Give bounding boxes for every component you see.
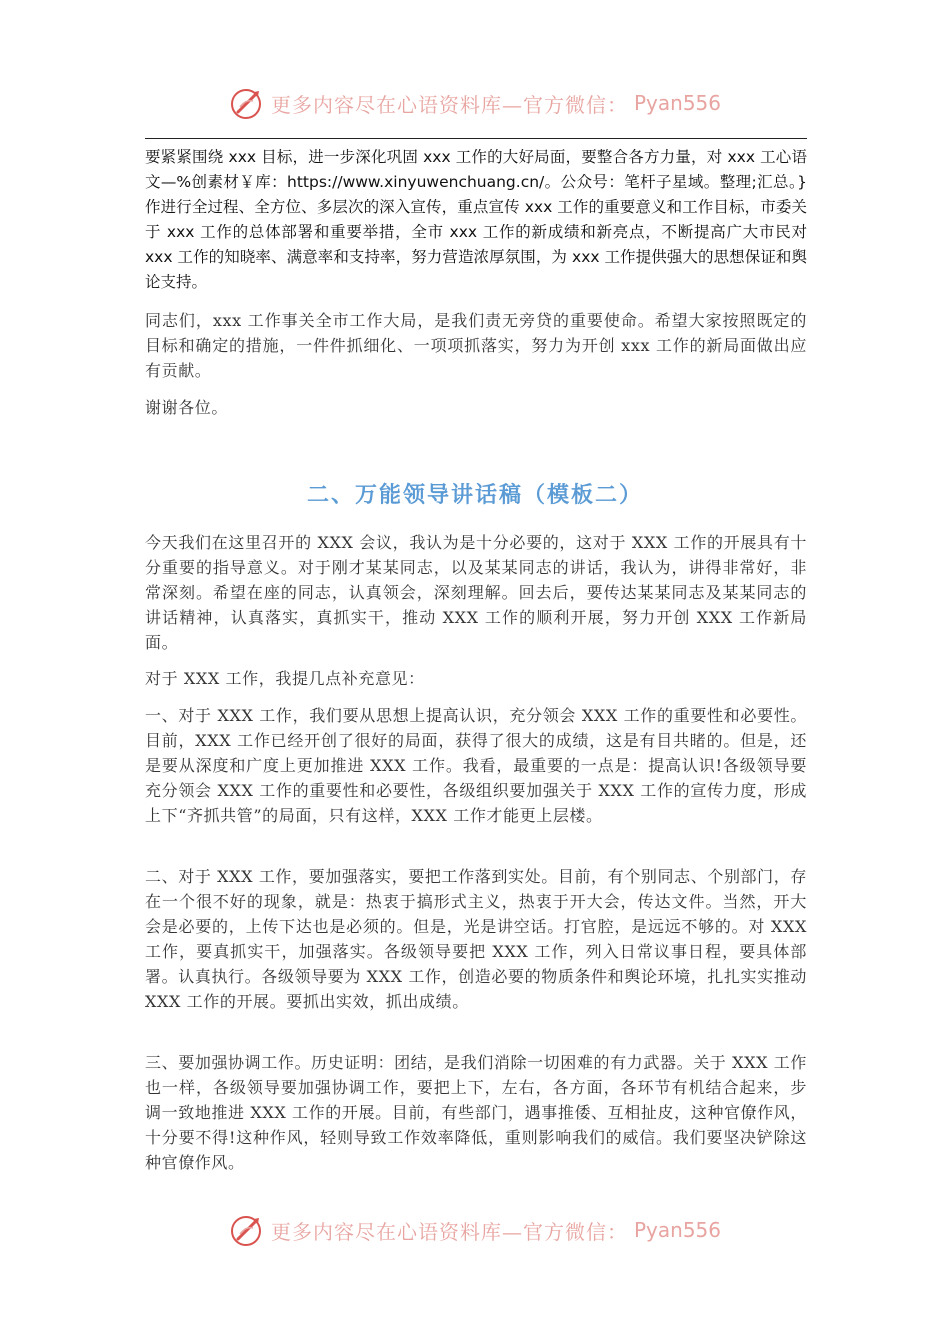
body-paragraph: 对于 XXX 工作，我提几点补充意见：	[145, 669, 425, 688]
pen-logo-icon	[229, 85, 265, 121]
paragraph-comrades: 同志们，xxx 工作事关全市工作大局，是我们责无旁贷的重要使命。希望大家按照既定的目标和确定的措施，一件件抓细化、一项项抓落实，努力为开创 xxx 工作的新局面做出应有贡献。	[145, 311, 807, 380]
body-paragraph: 二、对于 XXX 工作，要加强落实，要把工作落到实处。目前，有个别同志、个别部门，存在一个很不好的现象，就是：热衷于搞形式主义，热衷于开大会，传达文件。当然，开大会是必要的，上传下达也是必须的。但是，光是讲空话。打官腔，是远远不够的。对 XXX 工作，要真抓实干，加强落实。各级领导要把 XXX 工作，列入日常议事日程，要具体部署。认真执行。各级领导要为 XXX 工作，创造必要的物质条件和舆论环境，扎扎实实推动 XXX 工作的开展。要抓出实效，抓出成绩。	[145, 867, 807, 1011]
comrades-section	[145, 308, 807, 383]
paragraph-thanks: 谢谢各位。	[145, 398, 229, 417]
header-banner-inner	[229, 85, 721, 121]
body-paragraph: 今天我们在这里召开的 XXX 会议，我认为是十分必要的，这对于 XXX 工作的开展具有十分重要的指导意义。对于刚才某某同志，以及某某同志的讲话，我认为，讲得非常好，非常深刻。希望在座的同志，认真领会，深刻理解。回去后，要传达某某同志及某某同志的讲话精神，认真落实，真抓实干，推动 XXX 工作的顺利开展，努力开创 XXX 工作新局面。	[145, 533, 807, 652]
header-banner	[0, 78, 950, 128]
footer-banner	[0, 1205, 950, 1255]
para-4-section	[145, 864, 807, 1014]
para-5-section	[145, 1050, 807, 1175]
top-paragraph: 要紧紧围绕 xxx 目标，进一步深化巩固 xxx 工作的大好局面，要整合各方力量，对 xxx 工心语文—%创素材￥库：https://www.xinyuwenchuang.cn/。公众号：笔杆子星域。整理;汇总。}作进行全过程、全方位、多层次的深入宣传，重点宣传 xxx 工作的重要意义和工作目标，市委关于 xxx 工作的总体部署和重要举措，全市 xxx 工作的新成绩和新亮点，不断提高广大市民对 xxx 工作的知晓率、满意率和支持率，努力营造浓厚氛围，为 xxx 工作提供强大的思想保证和舆论支持。	[145, 148, 807, 291]
section-title: 二、万能领导讲话稿（模板二）	[306, 482, 643, 508]
header-rule	[145, 138, 807, 139]
body-paragraph: 三、要加强协调工作。历史证明：团结，是我们消除一切困难的有力武器。关于 XXX 工作也一样，各级领导要加强协调工作，要把上下，左右，各方面，各环节有机结合起来，步调一致地推进 XXX 工作的开展。目前，有些部门，遇事推倭、互相扯皮，这种官僚作风，十分要不得!这种作风，轻则导致工作效率降低，重则影响我们的威信。我们要坚决铲除这种官僚作风。	[145, 1053, 807, 1172]
para-1-section	[145, 530, 807, 655]
banner-text: 更多内容尽在心语资料库—官方微信：	[270, 1219, 628, 1244]
para-2-section	[145, 666, 807, 691]
top-section	[145, 145, 807, 295]
thanks-section	[145, 395, 807, 420]
banner-wechat-id: Pyan556	[633, 91, 721, 115]
body-paragraph: 一、对于 XXX 工作，我们要从思想上提高认识，充分领会 XXX 工作的重要性和必要性。目前，XXX 工作已经开创了很好的局面，获得了很大的成绩，这是有目共睹的。但是，还是要从深度和广度上更加推进 XXX 工作。我看，最重要的一点是：提高认识!各级领导要充分领会 XXX 工作的重要性和必要性，各级组织要加强关于 XXX 工作的宣传力度，形成上下“齐抓共管”的局面，只有这样，XXX 工作才能更上层楼。	[145, 706, 807, 825]
pen-logo-icon	[229, 1212, 265, 1248]
banner-text: 更多内容尽在心语资料库—官方微信：	[270, 92, 628, 117]
footer-banner-inner	[229, 1212, 721, 1248]
banner-wechat-id: Pyan556	[633, 1218, 721, 1242]
para-3-section	[145, 703, 807, 828]
